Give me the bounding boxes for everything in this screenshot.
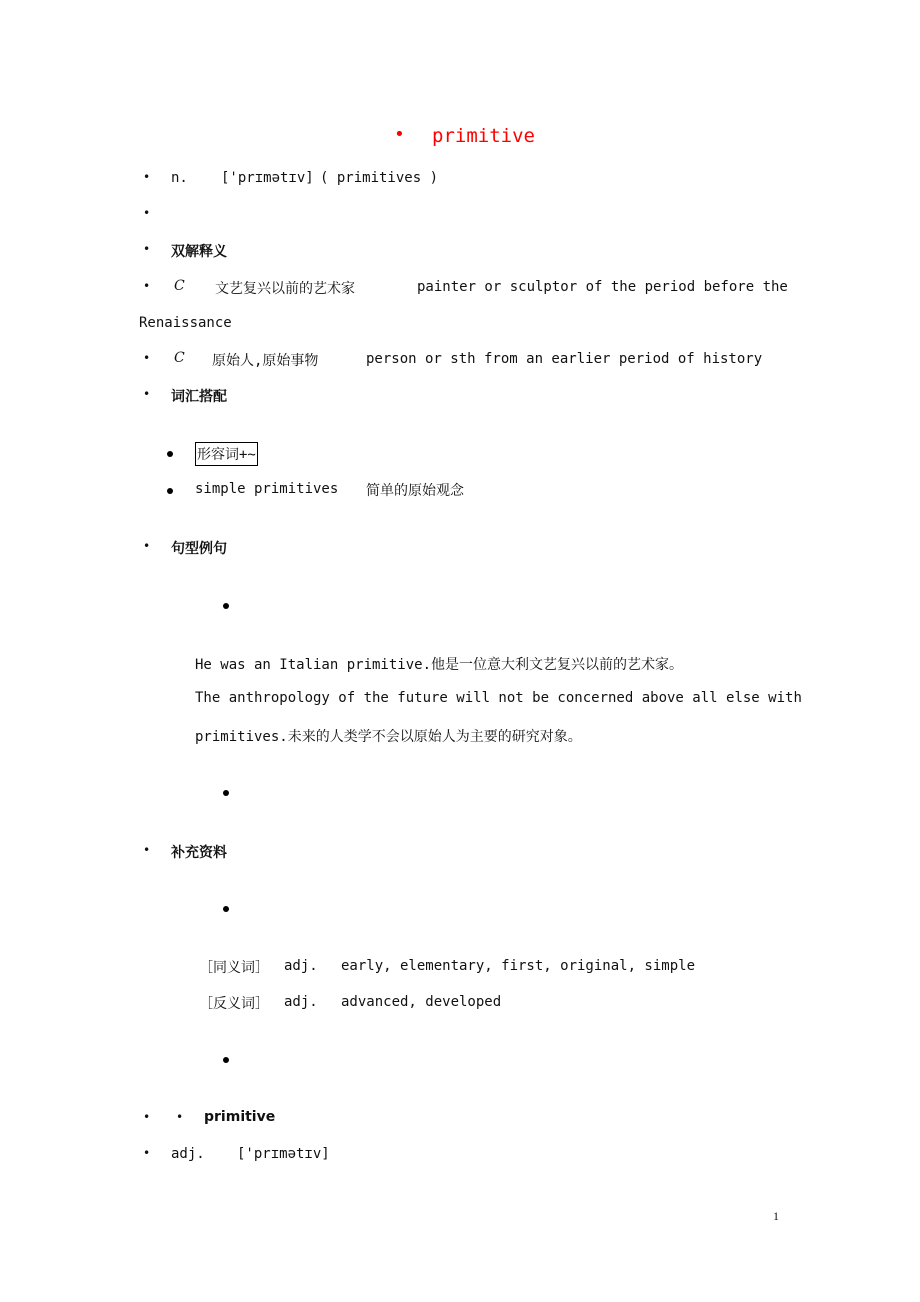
noun-pos: n. bbox=[171, 170, 188, 186]
section-heading: 补充资料 bbox=[171, 845, 227, 861]
bullet: • bbox=[143, 351, 151, 365]
bullet: • bbox=[394, 124, 405, 145]
bullet bbox=[223, 1057, 229, 1063]
bullet bbox=[223, 790, 229, 796]
synonym-words: early, elementary, first, original, simple bbox=[341, 958, 696, 974]
section-heading: 双解释义 bbox=[171, 244, 227, 260]
example-sentence: primitives.未来的人类学不会以原始人为主要的研究对象。 bbox=[195, 729, 582, 745]
bullet bbox=[223, 906, 229, 912]
bullet: • bbox=[143, 1146, 151, 1160]
adj-pos: adj. bbox=[171, 1146, 205, 1162]
def-label: C bbox=[174, 278, 185, 294]
bullet: • bbox=[143, 843, 151, 857]
def-zh: 文艺复兴以前的艺术家 bbox=[215, 281, 355, 297]
antonym-label: ［反义词］ bbox=[199, 996, 269, 1012]
def-en-cont: Renaissance bbox=[139, 315, 232, 331]
def-en: person or sth from an earlier period of history bbox=[366, 351, 763, 367]
noun-phonetic: ['prɪmətɪv] bbox=[221, 170, 314, 186]
section-heading: 词汇搭配 bbox=[171, 389, 227, 405]
page-number: 1 bbox=[773, 1209, 779, 1223]
bullet: • bbox=[176, 1110, 184, 1124]
synonym-label: ［同义词］ bbox=[199, 960, 269, 976]
bullet: • bbox=[143, 279, 151, 293]
bullet: • bbox=[143, 1110, 151, 1124]
collocation-box: 形容词+~ bbox=[195, 442, 258, 466]
example-sentence: He was an Italian primitive.他是一位意大利文艺复兴以前的艺术家。 bbox=[195, 657, 684, 673]
noun-plural: ( primitives ) bbox=[320, 170, 439, 186]
bullet bbox=[167, 488, 173, 494]
bullet bbox=[223, 603, 229, 609]
def-label: C bbox=[174, 350, 185, 366]
entry-title: primitive bbox=[432, 125, 535, 147]
def-en: painter or sculptor of the period before the bbox=[417, 279, 788, 295]
antonym-pos: adj. bbox=[284, 994, 318, 1010]
collocation-en: simple primitives bbox=[195, 481, 339, 497]
bullet: • bbox=[143, 242, 151, 256]
bullet: • bbox=[143, 170, 151, 184]
synonym-pos: adj. bbox=[284, 958, 318, 974]
example-sentence: The anthropology of the future will not be concerned above all else with bbox=[195, 690, 802, 706]
antonym-words: advanced, developed bbox=[341, 994, 502, 1010]
def-zh: 原始人,原始事物 bbox=[212, 353, 319, 369]
adj-title: primitive bbox=[204, 1109, 276, 1125]
bullet: • bbox=[143, 387, 151, 401]
bullet: • bbox=[143, 539, 151, 553]
adj-phonetic: ['prɪmətɪv] bbox=[237, 1146, 330, 1162]
bullet: • bbox=[143, 206, 151, 220]
section-heading: 句型例句 bbox=[171, 541, 227, 557]
collocation-zh: 简单的原始观念 bbox=[366, 483, 464, 499]
bullet bbox=[167, 451, 173, 457]
